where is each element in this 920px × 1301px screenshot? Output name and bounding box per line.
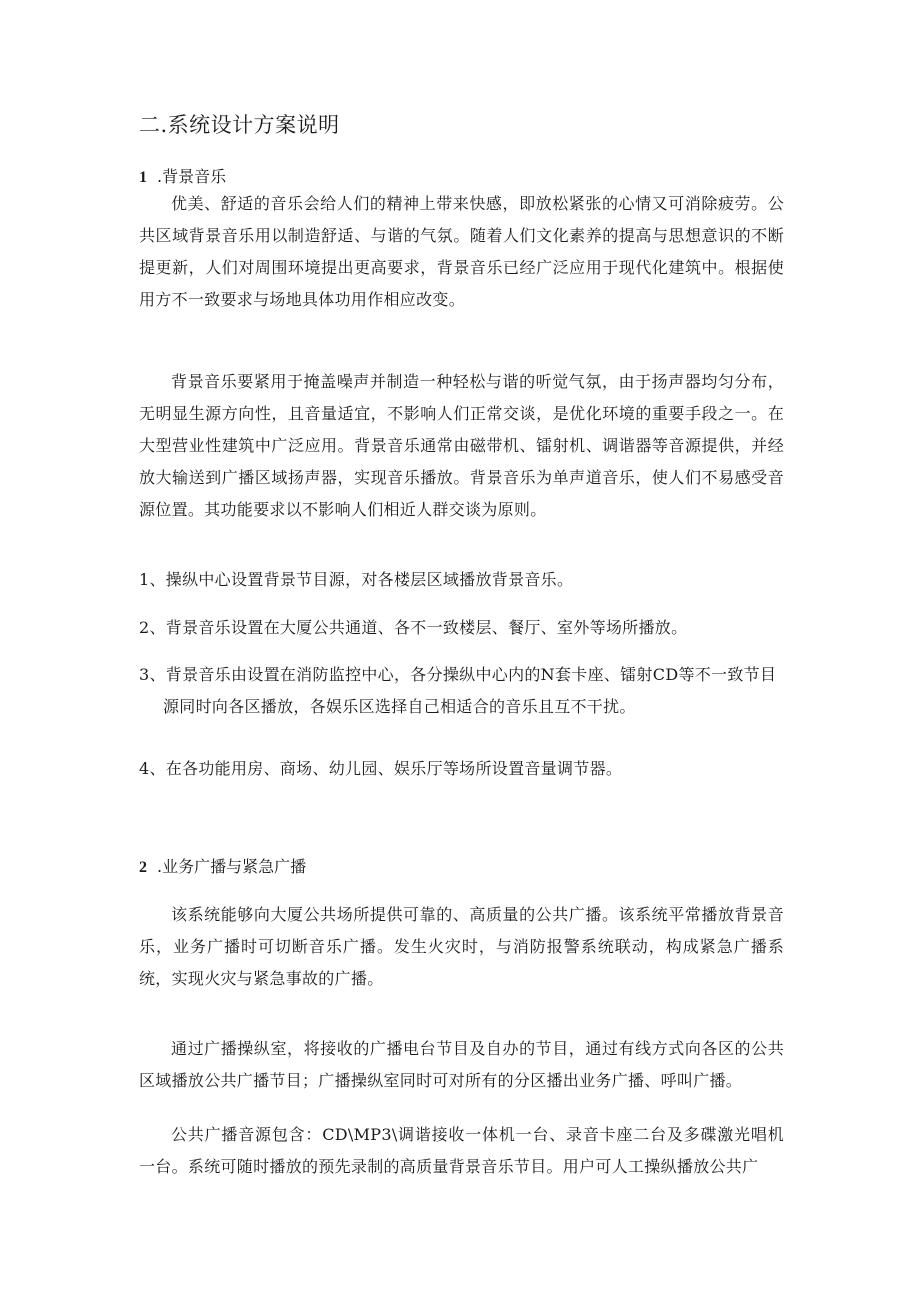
paragraph-1-1: 优美、舒适的音乐会给人们的精神上带来快感，即放松紧张的心情又可消除疲劳。公共区域背景音乐用以制造舒适、与谐的气氛。随着人们文化素养的提高与思想意识的不断提更新，人们对周围环境提出更高要求，背景音乐已经广泛应用于现代化建筑中。根据使用方不一致要求与场地具体功用作相应改变。 xyxy=(139,194,784,309)
list-item-4: 4、在各功能用房、商场、幼儿园、娱乐厅等场所设置音量调节器。 xyxy=(139,759,623,778)
list-item-3: 3、背景音乐由设置在消防监控中心，各分操纵中心内的N套卡座、镭射CD等不一致节目源同时向各区播放，各娱乐区选择自己相适合的音乐且互不干扰。 xyxy=(139,665,777,716)
list-item-2: 2、背景音乐设置在大厦公共通道、各不一致楼层、餐厅、室外等场所播放。 xyxy=(139,618,688,637)
subsection-1-number: 1 xyxy=(139,169,147,186)
paragraph-2-2: 通过广播操纵室，将接收的广播电台节目及自办的节目，通过有线方式向各区的公共区域播放公共广播节目；广播操纵室同时可对所有的分区播出业务广播、呼叫广播。 xyxy=(139,1039,784,1090)
paragraph-2-3: 公共广播音源包含：CD\MP3\调谐接收一体机一台、录音卡座二台及多碟激光唱机一台。系统可随时播放的预先录制的高质量背景音乐节目。用户可人工操纵播放公共广 xyxy=(139,1125,784,1176)
section-heading: 二.系统设计方案说明 xyxy=(139,113,340,137)
subsection-1-label: .背景音乐 xyxy=(157,167,227,186)
subsection-1-title xyxy=(139,165,226,190)
subsection-2-label: .业务广播与紧急广播 xyxy=(157,857,307,876)
list-item-1: 1、操纵中心设置背景节目源，对各楼层区域播放背景音乐。 xyxy=(139,570,574,589)
subsection-2-number: 2 xyxy=(139,859,147,876)
subsection-2-title xyxy=(139,855,306,880)
paragraph-2-1: 该系统能够向大厦公共场所提供可靠的、高质量的公共广播。该系统平常播放背景音乐，业务广播时可切断音乐广播。发生火灾时，与消防报警系统联动，构成紧急广播系统，实现火灾与紧急事故的广播。 xyxy=(139,905,784,988)
paragraph-1-2: 背景音乐要紧用于掩盖噪声并制造一种轻松与谐的听觉气氛，由于扬声器均匀分布，无明显生源方向性，且音量适宜，不影响人们正常交谈，是优化环境的重要手段之一。在大型营业性建筑中广泛应用。背景音乐通常由磁带机、镭射机、调谐器等音源提供，并经放大输送到广播区域扬声器，实现音乐播放。背景音乐为单声道音乐，使人们不易感受音源位置。其功能要求以不影响人们相近人群交谈为原则。 xyxy=(139,372,784,519)
